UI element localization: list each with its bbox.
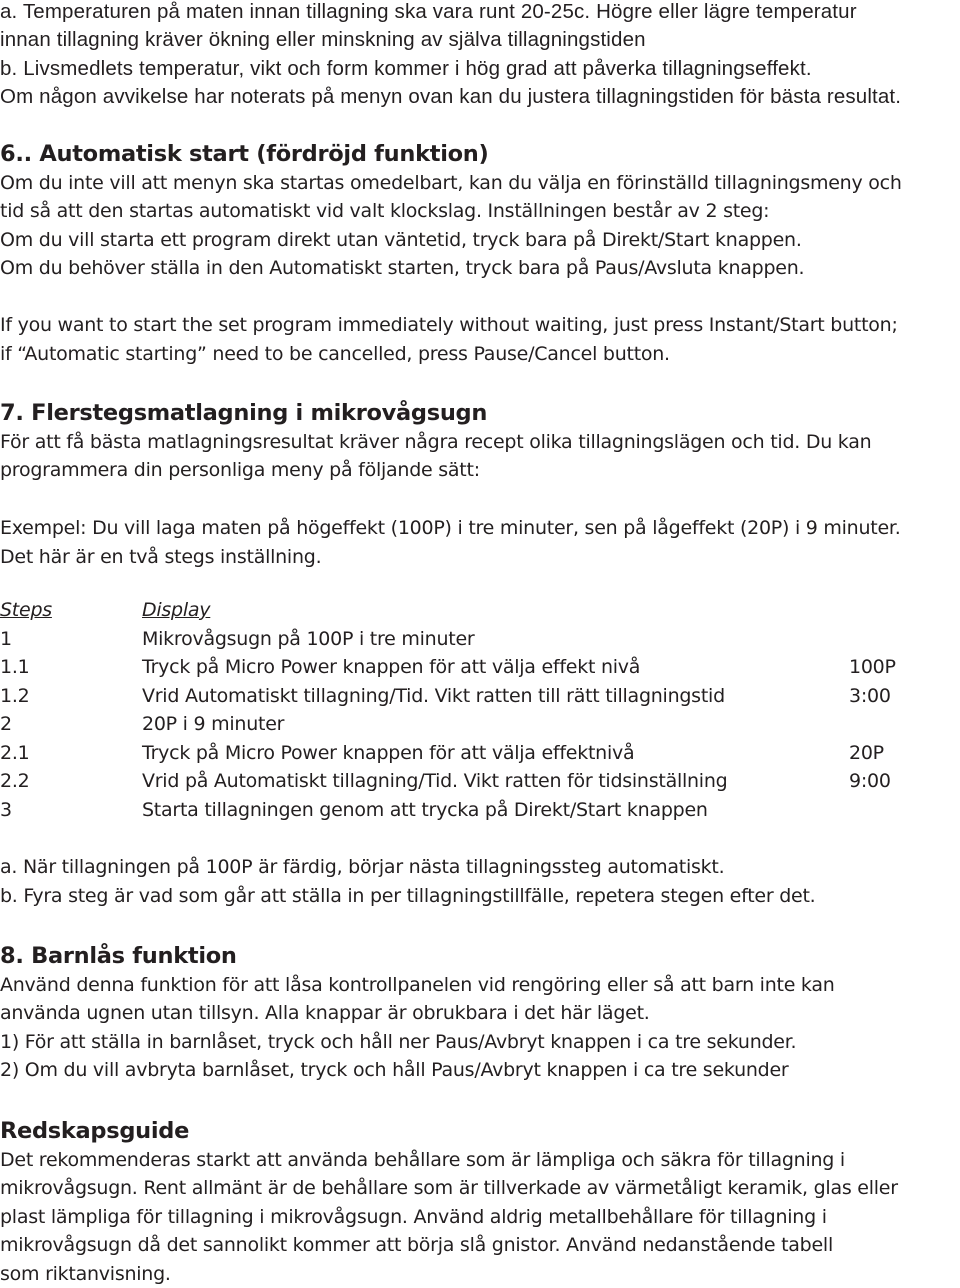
step-number: 1 (0, 625, 12, 654)
table-row (0, 796, 960, 825)
section-8-heading: 8. Barnlås funktion (0, 942, 960, 971)
step-number: 3 (0, 796, 12, 825)
paragraph-line: använda ugnen utan tillsyn. Alla knappar är obrukbara i det här läget. (0, 999, 960, 1028)
utensil-guide (0, 1117, 960, 1288)
step-value: 9:00 (849, 767, 891, 796)
paragraph-line: Använd denna funktion för att låsa kontrollpanelen vid rengöring eller så att barn inte kan (0, 971, 960, 1000)
paragraph-line: mikrovågsugn. Rent allmänt är de behållare som är tillverkade av värmetåligt keramik, glas eller (0, 1174, 960, 1203)
table-row (0, 767, 960, 796)
paragraph-line: tid så att den startas automatiskt vid valt klockslag. Inställningen består av 2 steg: (0, 197, 960, 226)
paragraph-line: programmera din personliga meny på följande sätt: (0, 456, 960, 485)
intro-line: Om någon avvikelse har noterats på menyn ovan kan du justera tillagningstiden för bästa resultat. (0, 83, 960, 111)
paragraph-line: a. När tillagningen på 100P är färdig, börjar nästa tillagningssteg automatiskt. (0, 853, 960, 882)
paragraph-line: För att få bästa matlagningsresultat kräver några recept olika tillagningslägen och tid. Du kan (0, 428, 960, 457)
section-6-english (0, 311, 960, 368)
step-display: 20P i 9 minuter (142, 710, 284, 739)
step-display: Tryck på Micro Power knappen för att välja effekt nivå (142, 653, 640, 682)
intro-line: innan tillagning kräver ökning eller minskning av själva tillagningstiden (0, 26, 960, 54)
intro-notes (0, 0, 960, 112)
intro-line: a. Temperaturen på maten innan tillagning ska vara runt 20-25c. Högre eller lägre temperatur (0, 0, 960, 26)
paragraph-line: mikrovågsugn då det sannolikt kommer att börja slå gnistor. Använd nedanstående tabell (0, 1231, 960, 1260)
paragraph-line: Det här är en två stegs inställning. (0, 543, 960, 572)
paragraph-line: Det rekommenderas starkt att använda behållare som är lämpliga och säkra för tillagning i (0, 1146, 960, 1175)
intro-line: b. Livsmedlets temperatur, vikt och form kommer i hög grad att påverka tillagningseffekt. (0, 55, 960, 83)
table-row (0, 653, 960, 682)
table-row (0, 682, 960, 711)
step-display: Mikrovågsugn på 100P i tre minuter (142, 625, 474, 654)
step-number: 1.1 (0, 653, 29, 682)
section-7 (0, 399, 960, 485)
paragraph-line: if “Automatic starting” need to be cancelled, press Pause/Cancel button. (0, 340, 960, 369)
step-display: Vrid Automatiskt tillagning/Tid. Vikt ratten till rätt tillagningstid (142, 682, 725, 711)
paragraph-line: 1) För att ställa in barnlåset, tryck och håll ner Paus/Avbryt knappen i ca tre sekunder. (0, 1028, 960, 1057)
steps-column-header: Steps (0, 596, 52, 625)
steps-table (0, 596, 960, 824)
guide-heading: Redskapsguide (0, 1117, 960, 1146)
paragraph-line: Om du behöver ställa in den Automatiskt starten, tryck bara på Paus/Avsluta knappen. (0, 254, 960, 283)
step-display: Vrid på Automatiskt tillagning/Tid. Vikt ratten för tidsinställning (142, 767, 727, 796)
paragraph-line: Om du inte vill att menyn ska startas omedelbart, kan du välja en förinställd tillagningsmeny och (0, 169, 960, 198)
table-row (0, 739, 960, 768)
paragraph-line: If you want to start the set program immediately without waiting, just press Instant/Start button; (0, 311, 960, 340)
paragraph-line: Exempel: Du vill laga maten på högeffekt (100P) i tre minuter, sen på lågeffekt (20P) i 9 minuter. (0, 514, 960, 543)
paragraph-line: b. Fyra steg är vad som går att ställa in per tillagningstillfälle, repetera stegen efter det. (0, 882, 960, 911)
display-column-header: Display (142, 596, 210, 625)
example-text (0, 514, 960, 571)
table-header (0, 596, 960, 625)
step-display: Starta tillagningen genom att trycka på Direkt/Start knappen (142, 796, 708, 825)
multistage-notes (0, 853, 960, 910)
step-number: 2 (0, 710, 12, 739)
paragraph-line: 2) Om du vill avbryta barnlåset, tryck och håll Paus/Avbryt knappen i ca tre sekunder (0, 1056, 960, 1085)
table-row (0, 710, 960, 739)
section-6 (0, 140, 960, 283)
table-row (0, 625, 960, 654)
section-8 (0, 942, 960, 1085)
section-6-heading: 6.. Automatisk start (fördröjd funktion) (0, 140, 960, 169)
section-7-heading: 7. Flerstegsmatlagning i mikrovågsugn (0, 399, 960, 428)
step-number: 2.1 (0, 739, 29, 768)
step-value: 3:00 (849, 682, 891, 711)
step-display: Tryck på Micro Power knappen för att välja effektnivå (142, 739, 634, 768)
step-number: 1.2 (0, 682, 29, 711)
step-number: 2.2 (0, 767, 29, 796)
paragraph-line: plast lämpliga för tillagning i mikrovågsugn. Använd aldrig metallbehållare för tillagning i (0, 1203, 960, 1232)
paragraph-line: Om du vill starta ett program direkt utan väntetid, tryck bara på Direkt/Start knappen. (0, 226, 960, 255)
paragraph-line: som riktanvisning. (0, 1260, 960, 1288)
step-value: 100P (849, 653, 896, 682)
step-value: 20P (849, 739, 884, 768)
